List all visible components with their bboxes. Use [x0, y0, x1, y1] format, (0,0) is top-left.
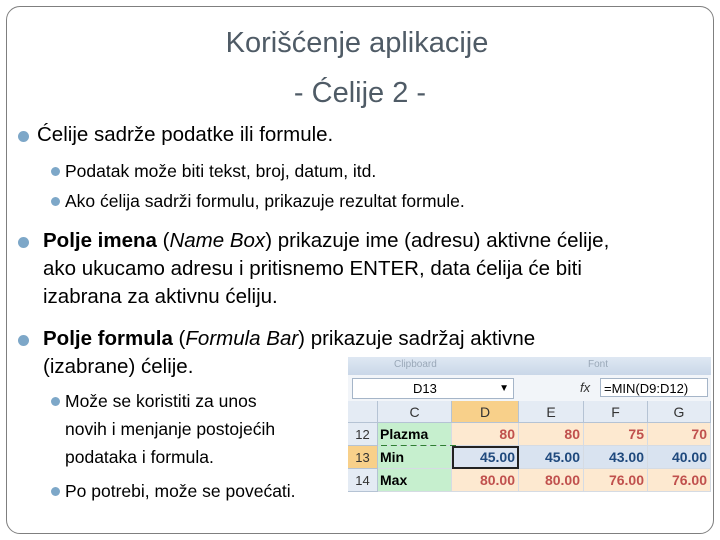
bullet-cells: Ćelije sadrže podatke ili formule. — [37, 123, 334, 146]
table-cell[interactable]: Plazma — [378, 423, 452, 446]
formula-bar-row — [348, 375, 711, 402]
bullet-icon — [18, 237, 29, 248]
active-cell[interactable]: 45.00 — [452, 446, 519, 469]
row-header[interactable]: 14 — [348, 469, 378, 492]
corner-header[interactable] — [348, 401, 378, 423]
column-header-d[interactable]: D — [452, 401, 519, 423]
slide-title: Korišćenje aplikacije — [225, 27, 489, 59]
chevron-down-icon[interactable]: ▼ — [499, 383, 509, 394]
table-cell[interactable]: 80 — [452, 423, 519, 446]
bullet-icon — [51, 487, 60, 496]
subbullet-resize: Po potrebi, može se povećati. — [51, 479, 296, 503]
bullet-icon — [51, 197, 60, 206]
fx-icon[interactable]: fx — [580, 380, 591, 395]
table-cell[interactable]: 45.00 — [519, 446, 584, 469]
row-header[interactable]: 12 — [348, 423, 378, 446]
bullet-icon — [18, 131, 29, 142]
table-cell[interactable]: 76.00 — [584, 469, 648, 492]
table-cell[interactable]: 70 — [648, 423, 711, 446]
slide-subtitle: - Ćelije 2 - — [293, 77, 427, 109]
column-header-f[interactable]: F — [584, 401, 648, 423]
table-cell[interactable]: 80.00 — [519, 469, 584, 492]
bullet-formula-bar: Polje formula (Formula Bar) prikazuje sadržaj aktivne (izabrane) ćelije. — [43, 327, 536, 378]
table-cell[interactable]: 40.00 — [648, 446, 711, 469]
table-cell[interactable]: 80 — [519, 423, 584, 446]
ribbon-strip: Clipboard Font — [348, 357, 711, 375]
table-cell[interactable]: 75 — [584, 423, 648, 446]
subbullet-data: Podatak može biti tekst, broj, datum, itd. — [51, 159, 376, 183]
table-cell[interactable]: 43.00 — [584, 446, 648, 469]
bullet-icon — [51, 167, 60, 176]
formula-input[interactable]: =MIN(D9:D12) — [600, 378, 708, 397]
table-cell[interactable]: Max — [378, 469, 452, 492]
excel-screenshot — [348, 357, 711, 488]
table-cell[interactable]: Min — [378, 446, 452, 469]
column-header-g[interactable]: G — [648, 401, 711, 423]
column-header-c[interactable]: C — [378, 401, 452, 423]
table-cell[interactable]: 76.00 — [648, 469, 711, 492]
bullet-icon — [18, 335, 29, 346]
subbullet-usage: Može se koristiti za unos novih i menjanje postojećih podataka i formula. — [51, 389, 275, 469]
table-cell[interactable]: 80.00 — [452, 469, 519, 492]
name-box[interactable]: D13 ▼ — [352, 378, 514, 399]
bullet-icon — [51, 397, 60, 406]
bullet-name-box: Polje imena (Name Box) prikazuje ime (adresu) aktivne ćelije, ako ukucamo adresu i pritisnemo ENTER, data ćelija će biti izabrana za aktivnu ćeliju. — [43, 229, 610, 308]
column-header-e[interactable]: E — [519, 401, 584, 423]
row-header[interactable]: 13 — [348, 446, 378, 469]
subbullet-formula: Ako ćelija sadrži formulu, prikazuje rezultat formule. — [51, 189, 465, 213]
slide — [6, 6, 714, 534]
